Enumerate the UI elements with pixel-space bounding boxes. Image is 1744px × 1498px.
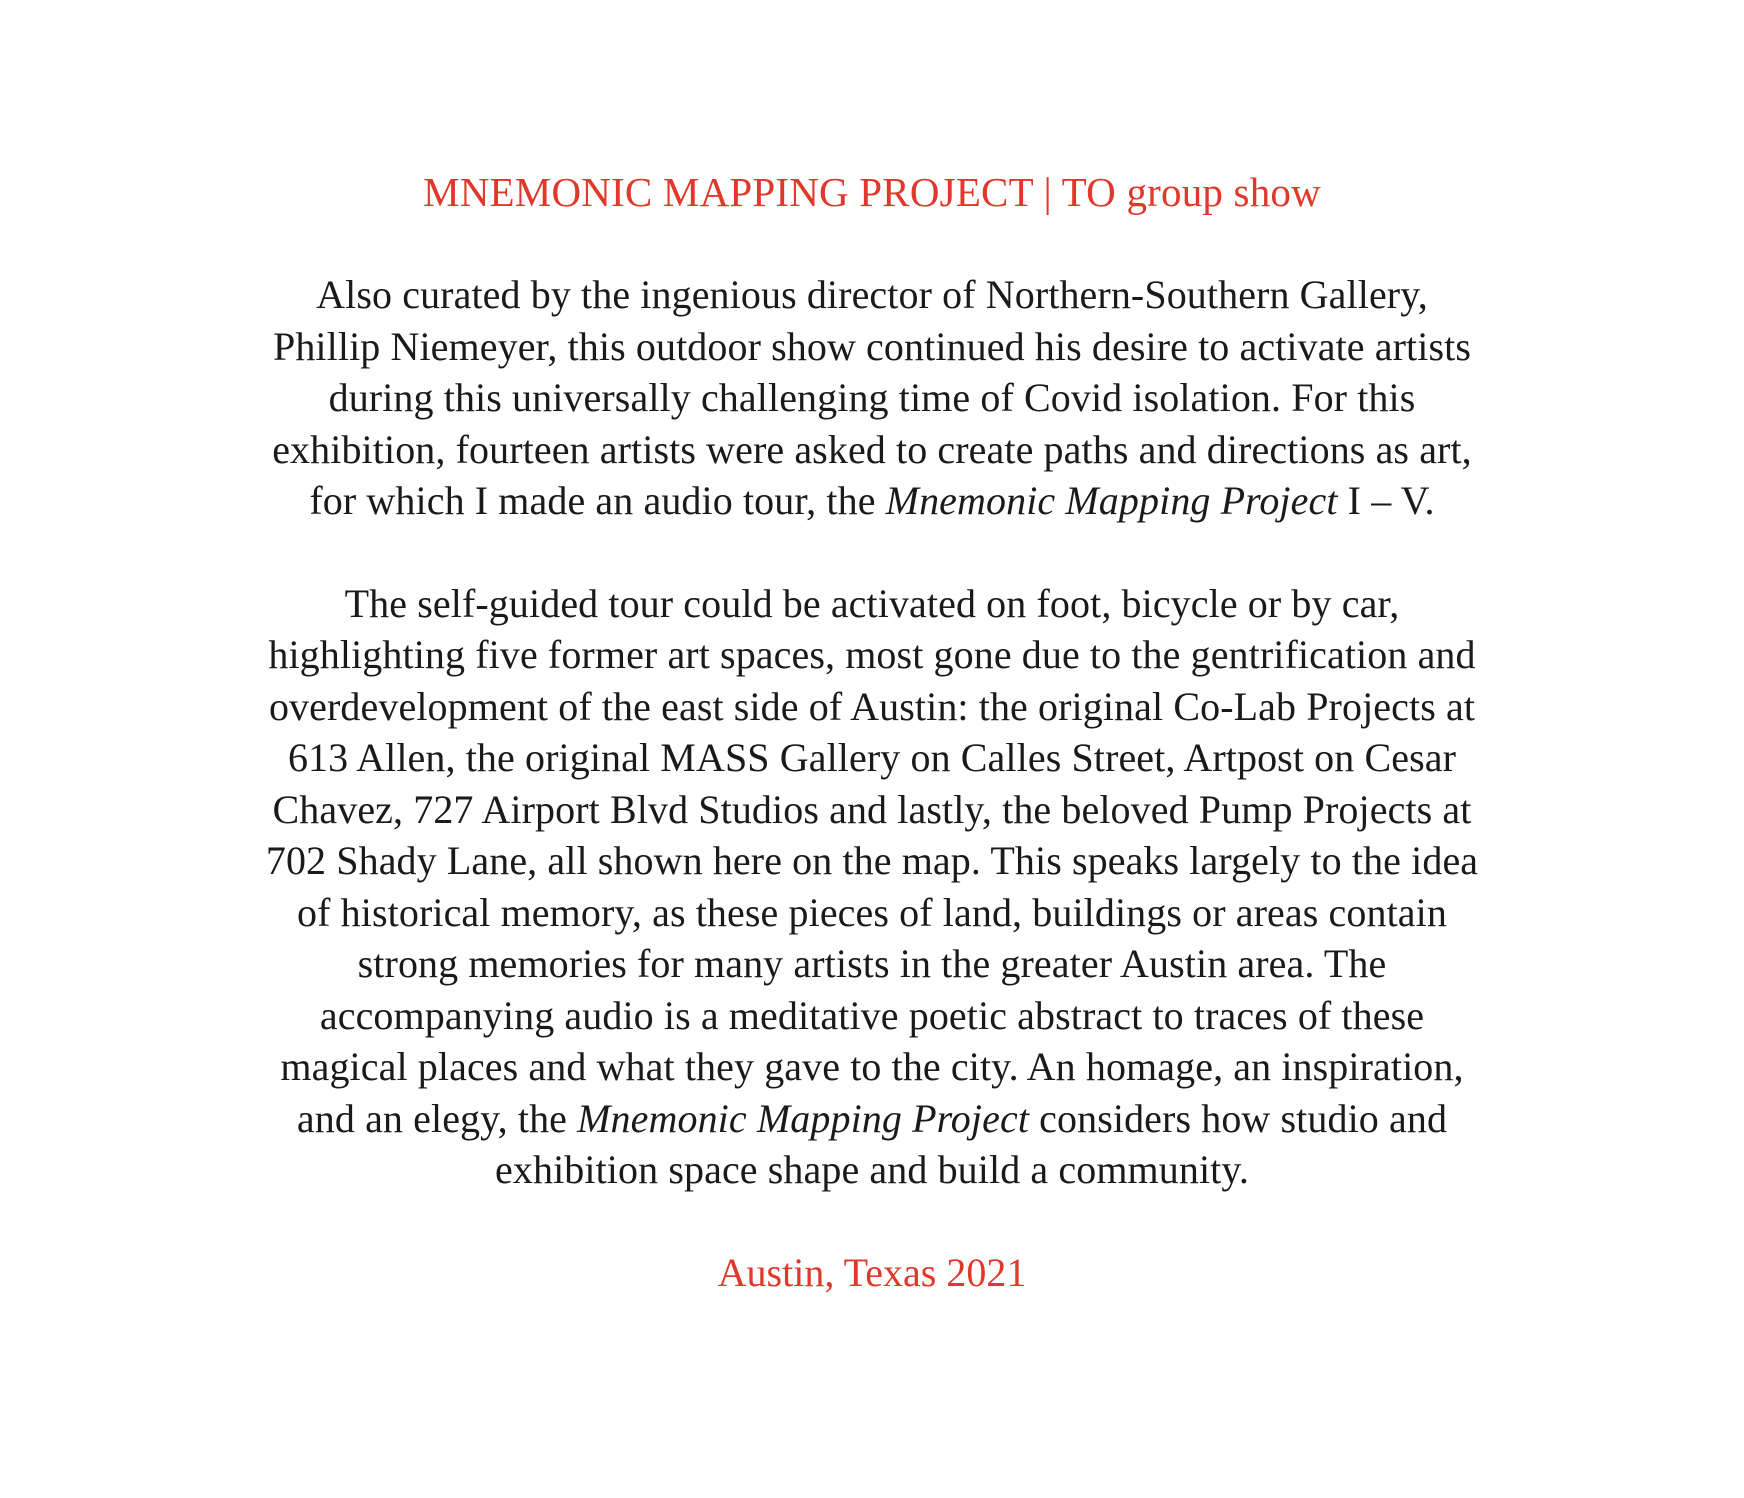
project-title-italic: Mnemonic Mapping Project	[577, 1095, 1030, 1141]
paragraph-line	[160, 1093, 1584, 1145]
text-block	[160, 166, 1584, 1299]
paragraph-intro	[160, 269, 1584, 527]
paragraph-line: accompanying audio is a meditative poetic abstract to traces of these	[319, 992, 1425, 1038]
spacer	[160, 1196, 1584, 1247]
paragraph-line: magical places and what they gave to the city. An homage, an inspiration,	[280, 1044, 1464, 1089]
paragraph-line: Phillip Niemeyer, this outdoor show continued his desire to activate artists	[272, 323, 1471, 369]
paragraph-line: highlighting five former art spaces, most gone due to the gentrification and	[268, 632, 1476, 677]
location-date: Austin, Texas 2021	[717, 1249, 1027, 1295]
paragraph-line: Chavez, 727 Airport Blvd Studios and lastly, the beloved Pump Projects at	[272, 786, 1472, 832]
paragraph-line: The self-guided tour could be activated on foot, bicycle or by car,	[344, 580, 1400, 626]
spacer	[160, 527, 1584, 578]
text-segment: and an elegy, the	[296, 1095, 578, 1141]
paragraph-line: 613 Allen, the original MASS Gallery on Calles Street, Artpost on Cesar	[287, 735, 1457, 780]
page-title: MNEMONIC MAPPING PROJECT | TO group show	[423, 169, 1321, 215]
text-segment: for which I made an audio tour, the	[309, 478, 886, 523]
paragraph-line: overdevelopment of the east side of Austin: the original Co-Lab Projects at	[268, 683, 1476, 729]
paragraph-line: 702 Shady Lane, all shown here on the map. This speaks largely to the idea	[265, 838, 1479, 883]
paragraph-line: during this universally challenging time of Covid isolation. For this	[328, 375, 1416, 420]
paragraph-line: exhibition space shape and build a community.	[495, 1147, 1249, 1192]
paragraph-line	[160, 475, 1584, 527]
project-title-italic: Mnemonic Mapping Project	[885, 478, 1338, 523]
paragraph-line: strong memories for many artists in the greater Austin area. The	[357, 941, 1387, 986]
paragraph-tour	[160, 578, 1584, 1196]
paragraph-line: Also curated by the ingenious director of Northern-Southern Gallery,	[316, 272, 1428, 317]
text-segment: considers how studio and	[1029, 1095, 1448, 1141]
paragraph-line: exhibition, fourteen artists were asked to create paths and directions as art,	[272, 426, 1472, 472]
paragraph-line: of historical memory, as these pieces of land, buildings or areas contain	[297, 889, 1447, 935]
text-segment: I – V.	[1337, 478, 1435, 523]
spacer	[160, 218, 1584, 269]
